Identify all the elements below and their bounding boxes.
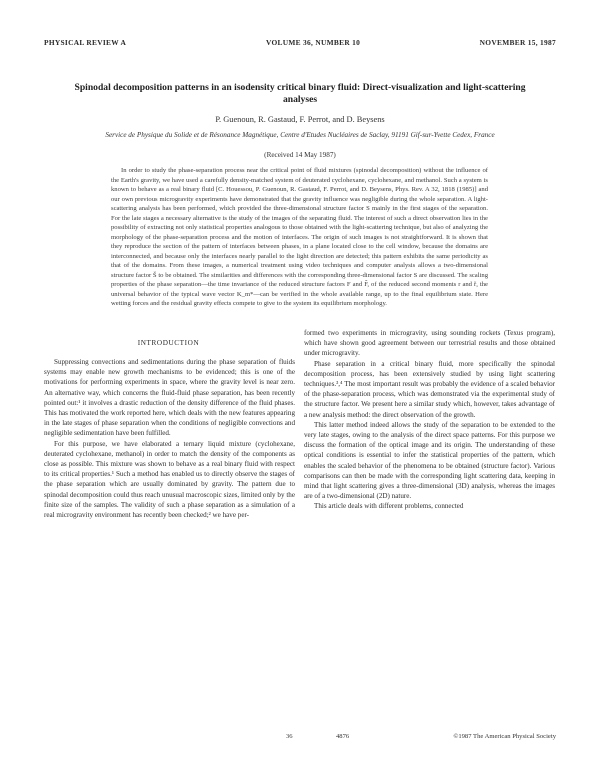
page-number: 4876 <box>336 733 350 740</box>
copyright: ©1987 The American Physical Society <box>453 733 556 740</box>
section-heading-introduction: INTRODUCTION <box>137 339 200 347</box>
author-list: P. Guenoun, R. Gastaud, F. Perrot, and D. Beysens <box>215 115 385 124</box>
paragraph-continuation: formed two experiments in microgravity, using sounding rockets (Texus program), which have shown good agreement between our terrestrial results and those obtained under microgravity. <box>304 329 555 358</box>
abstract-text: In order to study the phase-separation process near the critical point of fluid mixtures (spinodal decomposition) without the influence of the Earth's gravity, we have used a carefully density-matched system of deuterated cyclohexane, cyclohexane, and methanol. Such a system is known to behave as a real binary fluid [C. Houessou, P. Guenoun, R. Gastaud, F. Perrot, and D. Beysens, Phys. Rev. A 32, 1818 (1985)] and our own previous microgravity experiments have demonstrated that the gravity influence was negligible during the whole separation. A light-scattering analysis has been performed, which provided the three-dimensional structure factor S mainly in the first stages of the separation. For the late stages a necessary alternative is the study of the images of the separating fluid. The interest of such a direct observation lies in the possibility of extracting not only statistical properties analogous to those obtained with the light-scattering technique, but also of analyzing the morphology of the phase-separation process and the motion of interfaces. The origin of such images is not straightforward. It is shown that they reproduce the section of the pattern of interfaces between phases, in a plane located close to the cell window, because the domains are interconnected, and because only the interfaces nearly parallel to the light direction are detected; this pattern exhibits the same periodicity as that of the domains. From these images, a numerical treatment using video techniques and computer analysis allows a two-dimensional structure factor Š to be obtained. The similarities and differences with the corresponding three-dimensional factor S are discussed. The scaling properties of the phase separation—the time invariance of the reduced structure factors F and F̌, of the reduced second moments r and ř, the universal behavior of the typical wave vector K_m*—can be verified in the whole available range, up to the final equilibrium state. Here wetting forces and the residual gravity effects compete to give to the system its equilibrium morphology. <box>111 167 488 307</box>
journal-name: PHYSICAL REVIEW A <box>44 38 127 47</box>
abstract <box>111 166 488 309</box>
affiliation: Service de Physique du Solide et de Résonance Magnétique, Centre d'Etudes Nucléaires de Saclay, 91191 Gif-sur-Yvette Cedex, France <box>105 131 495 139</box>
paragraph: Suppressing convections and sedimentations during the phase separation of fluids systems may enable new growth mechanisms to be evidenced; this is one of the motivations for performing experiments in space, where the gravity level is near zero. An alternative way, which concerns the fluid-fluid phase separation, has been recently pointed out:¹ it involves a drastic reduction of the density difference of the fluid phases. This has motivated the work reported here, which deals with the new features appearing in the late stages of phase separation when the conditions of negligible convections and negligible sedimentation have been fulfilled. <box>44 358 295 438</box>
paragraph: This latter method indeed allows the study of the separation to be extended to the very late stages, owing to the analysis of the direct space patterns. For this purpose we discuss the formation of the optical image and its origin. The understanding of these optical conditions is essential to infer the statistical properties of the pattern, which enables the scaled behavior of the phenomena to be obtained (structure factor). Various comparisons can then be made with the corresponding light scattering data, keeping in mind that light scattering gives a three-dimensional (3D) analysis, whereas the images are of a two-dimensional (2D) nature. <box>304 420 555 501</box>
right-column <box>304 328 555 512</box>
article-title: Spinodal decomposition patterns in an isodensity critical binary fluid: Direct-visualization and light-scattering analyses <box>74 82 526 105</box>
received-date: (Received 14 May 1987) <box>264 151 336 159</box>
paragraph: For this purpose, we have elaborated a ternary liquid mixture (cyclohexane, deuterated cyclohexane, methanol) in order to match the density of the components as close as possible. This mixture was shown to behave as a real binary fluid with respect to its critical properties.¹ Such a method has enabled us to directly observe the stages of the phase separation which are usually dominated by gravity. The pattern due to spinodal decomposition could thus reach unusual macroscopic sizes, limited only by the finite size of the samples. The validity of such a phase separation as a simulation of a real microgravity environment has recently been checked;² we have per- <box>44 439 295 520</box>
issue-date: NOVEMBER 15, 1987 <box>479 38 556 47</box>
volume-number: VOLUME 36, NUMBER 10 <box>266 38 361 47</box>
volume-page: 36 <box>286 733 293 740</box>
paragraph: This article deals with different problems, connected <box>314 502 464 511</box>
left-column <box>44 357 295 520</box>
paragraph: Phase separation in a critical binary fluid, more specifically the spinodal decomposition process, has been extensively studied by using light scattering techniques.³,⁴ The most important result was probably the evidence of a scaled behavior of the phase-separation process, which was demonstrated via the experimental study of the structure factor. We present here a similar study which, however, takes advantage of a new analysis method: the direct observation of the growth. <box>304 359 555 419</box>
